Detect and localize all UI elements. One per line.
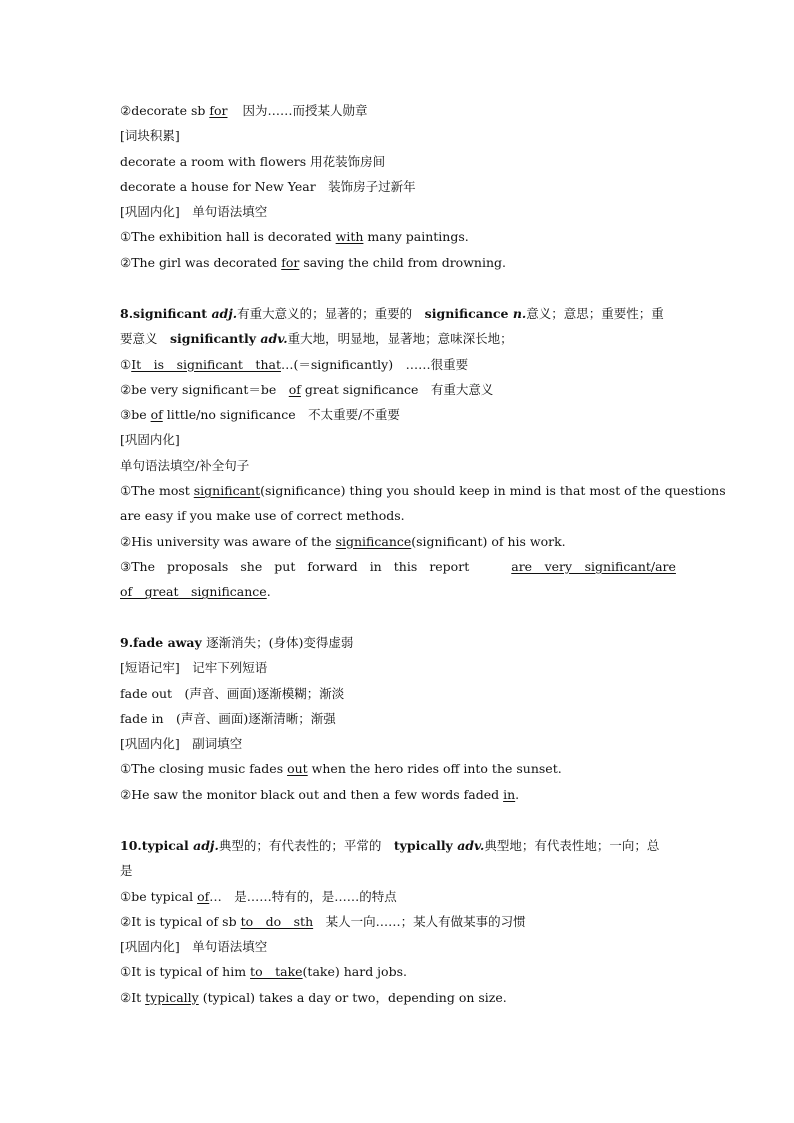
entry-heading bbox=[120, 630, 676, 655]
answer-blank: significance bbox=[335, 533, 412, 549]
exercise-text: (typical) takes a day or two，depending on size. bbox=[198, 989, 507, 1005]
subheading: [巩固内化] bbox=[120, 432, 180, 448]
exercise-text: ②It bbox=[120, 989, 146, 1005]
part-of-speech: n. bbox=[512, 306, 527, 321]
exercise-text: ①It is typical of him bbox=[120, 964, 251, 980]
definition: 有重大意义的；显著的；重要的 bbox=[237, 306, 425, 321]
answer-blank: typically bbox=[145, 989, 199, 1005]
answer-blank: of__great__significance bbox=[120, 584, 267, 600]
exercise-text: . bbox=[266, 584, 271, 600]
headword: 8.significant bbox=[120, 306, 212, 321]
definition: 逐渐消失；(身体)变得虚弱 bbox=[206, 635, 354, 650]
phrase-line: fade in (声音、画面)逐渐清晰；渐强 bbox=[120, 710, 336, 726]
exercise-text: (take) hard jobs. bbox=[302, 964, 407, 980]
exercise-text: are easy if you make use of correct methods. bbox=[120, 508, 405, 524]
definition: 是 bbox=[120, 863, 133, 879]
exercise-text: ②His university was aware of the bbox=[120, 533, 336, 549]
part-of-speech: adj. bbox=[211, 306, 238, 321]
answer-blank: for bbox=[209, 103, 228, 118]
answer-blank: to__take bbox=[250, 964, 303, 980]
answer-blank: significant bbox=[193, 483, 261, 499]
phrase-line: decorate a room with flowers 用花装饰房间 bbox=[120, 153, 386, 169]
usage-meaning: … 是……特有的，是……的特点 bbox=[209, 888, 397, 904]
answer-blank: are__very__significant/are bbox=[511, 558, 676, 574]
exercise-word: forward bbox=[307, 558, 358, 574]
exercise-word: put bbox=[274, 558, 296, 574]
exercise-word: this bbox=[393, 558, 418, 574]
part-of-speech: adv. bbox=[260, 331, 288, 347]
subheading: [巩固内化] 单句语法填空 bbox=[120, 204, 268, 220]
exercise-text: ①The most bbox=[120, 483, 194, 499]
exercise-line bbox=[120, 250, 676, 275]
exercise-line bbox=[120, 782, 676, 807]
exercise-line bbox=[120, 529, 676, 554]
usage-line bbox=[120, 377, 676, 402]
definition: 重大地，明显地，显著地；意味深长地； bbox=[287, 331, 513, 347]
usage-line bbox=[120, 909, 676, 934]
headword: significantly bbox=[170, 331, 261, 347]
exercise-text: many paintings. bbox=[363, 229, 469, 245]
exercise-line bbox=[120, 756, 676, 781]
subheading: [短语记牢] 记牢下列短语 bbox=[120, 660, 268, 676]
subheading: [词块积累] bbox=[120, 128, 180, 144]
headword: 10.typical bbox=[120, 838, 194, 853]
usage-meaning: little/no significance 不太重要/不重要 bbox=[162, 407, 400, 423]
headword: typically bbox=[393, 838, 458, 853]
usage-text: ②decorate sb bbox=[120, 103, 210, 118]
usage-text: ②be very significant＝be bbox=[120, 381, 289, 397]
answer-blank: out bbox=[287, 761, 308, 777]
exercise-text: ②He saw the monitor black out and then a few words faded bbox=[120, 786, 504, 802]
exercise-text: (significant) of his work. bbox=[411, 533, 566, 549]
answer-blank: with bbox=[335, 229, 364, 245]
headword: significance bbox=[424, 306, 513, 321]
answer-blank: of bbox=[150, 407, 163, 423]
exercise-text: when the hero rides off into the sunset. bbox=[307, 761, 562, 777]
section-fade-away bbox=[120, 630, 676, 807]
definition: 典型的；有代表性的；平常的 bbox=[218, 838, 394, 853]
answer-blank: to__do__sth bbox=[240, 913, 314, 929]
usage-meaning: …(＝significantly) ……很重要 bbox=[280, 356, 469, 372]
exercise-word: report bbox=[429, 558, 470, 574]
usage-meaning: 某人一向……；某人有做某事的习惯 bbox=[313, 913, 526, 929]
exercise-word: in bbox=[369, 558, 382, 574]
usage-meaning: 因为……而授某人勋章 bbox=[242, 103, 368, 118]
section-typical bbox=[120, 833, 676, 1010]
definition: 要意义 bbox=[120, 331, 171, 347]
usage-text: ①be typical bbox=[120, 888, 198, 904]
exercise-word: she bbox=[240, 558, 263, 574]
entry-heading bbox=[120, 301, 676, 326]
exercise-text: ②The girl was decorated bbox=[120, 254, 282, 270]
exercise-line bbox=[120, 224, 676, 249]
part-of-speech: adj. bbox=[193, 838, 219, 853]
exercise-text: ①The exhibition hall is decorated bbox=[120, 229, 336, 245]
usage-line bbox=[120, 884, 676, 909]
exercise-text: . bbox=[515, 786, 520, 802]
answer-blank: in bbox=[503, 786, 516, 802]
usage-text: ②It is typical of sb bbox=[120, 913, 241, 929]
phrase-line: fade out (声音、画面)逐渐模糊；渐淡 bbox=[120, 685, 345, 701]
definition: 意义；意思；重要性；重 bbox=[526, 306, 664, 321]
exercise-line bbox=[120, 985, 676, 1010]
exercise-word: ③The bbox=[120, 558, 155, 574]
exercise-text: ①The closing music fades bbox=[120, 761, 288, 777]
section-significant bbox=[120, 301, 726, 605]
subheading: [巩固内化] 单句语法填空 bbox=[120, 939, 268, 955]
answer-blank: It__is__significant__that bbox=[131, 356, 281, 372]
exercise-text: (significance) thing you should keep in mind is that most of the questions bbox=[260, 483, 726, 499]
exercise-text: saving the child from drowning. bbox=[299, 254, 506, 270]
subheading: 单句语法填空/补全句子 bbox=[120, 457, 250, 473]
usage-text: ① bbox=[120, 356, 132, 372]
answer-blank: of bbox=[288, 381, 301, 397]
usage-line bbox=[120, 402, 676, 427]
definition: 典型地；有代表性地；一向；总 bbox=[484, 838, 660, 853]
usage-line bbox=[120, 98, 676, 123]
answer-blank: for bbox=[281, 254, 300, 270]
exercise-word: proposals bbox=[167, 558, 229, 574]
subheading: [巩固内化] 副词填空 bbox=[120, 736, 243, 752]
part-of-speech: adv. bbox=[457, 838, 485, 853]
exercise-line bbox=[120, 959, 676, 984]
entry-heading-cont bbox=[120, 326, 676, 351]
headword: 9.fade away bbox=[120, 635, 207, 650]
exercise-line bbox=[120, 579, 676, 604]
phrase-line: decorate a house for New Year 装饰房子过新年 bbox=[120, 178, 416, 194]
usage-line bbox=[120, 352, 676, 377]
usage-text: ③be bbox=[120, 407, 151, 423]
exercise-line-justified bbox=[120, 554, 676, 579]
exercise-line bbox=[120, 478, 726, 503]
entry-heading bbox=[120, 833, 676, 858]
section-decorate bbox=[120, 98, 676, 275]
usage-meaning: great significance 有重大意义 bbox=[300, 381, 494, 397]
answer-blank: of bbox=[197, 888, 210, 904]
